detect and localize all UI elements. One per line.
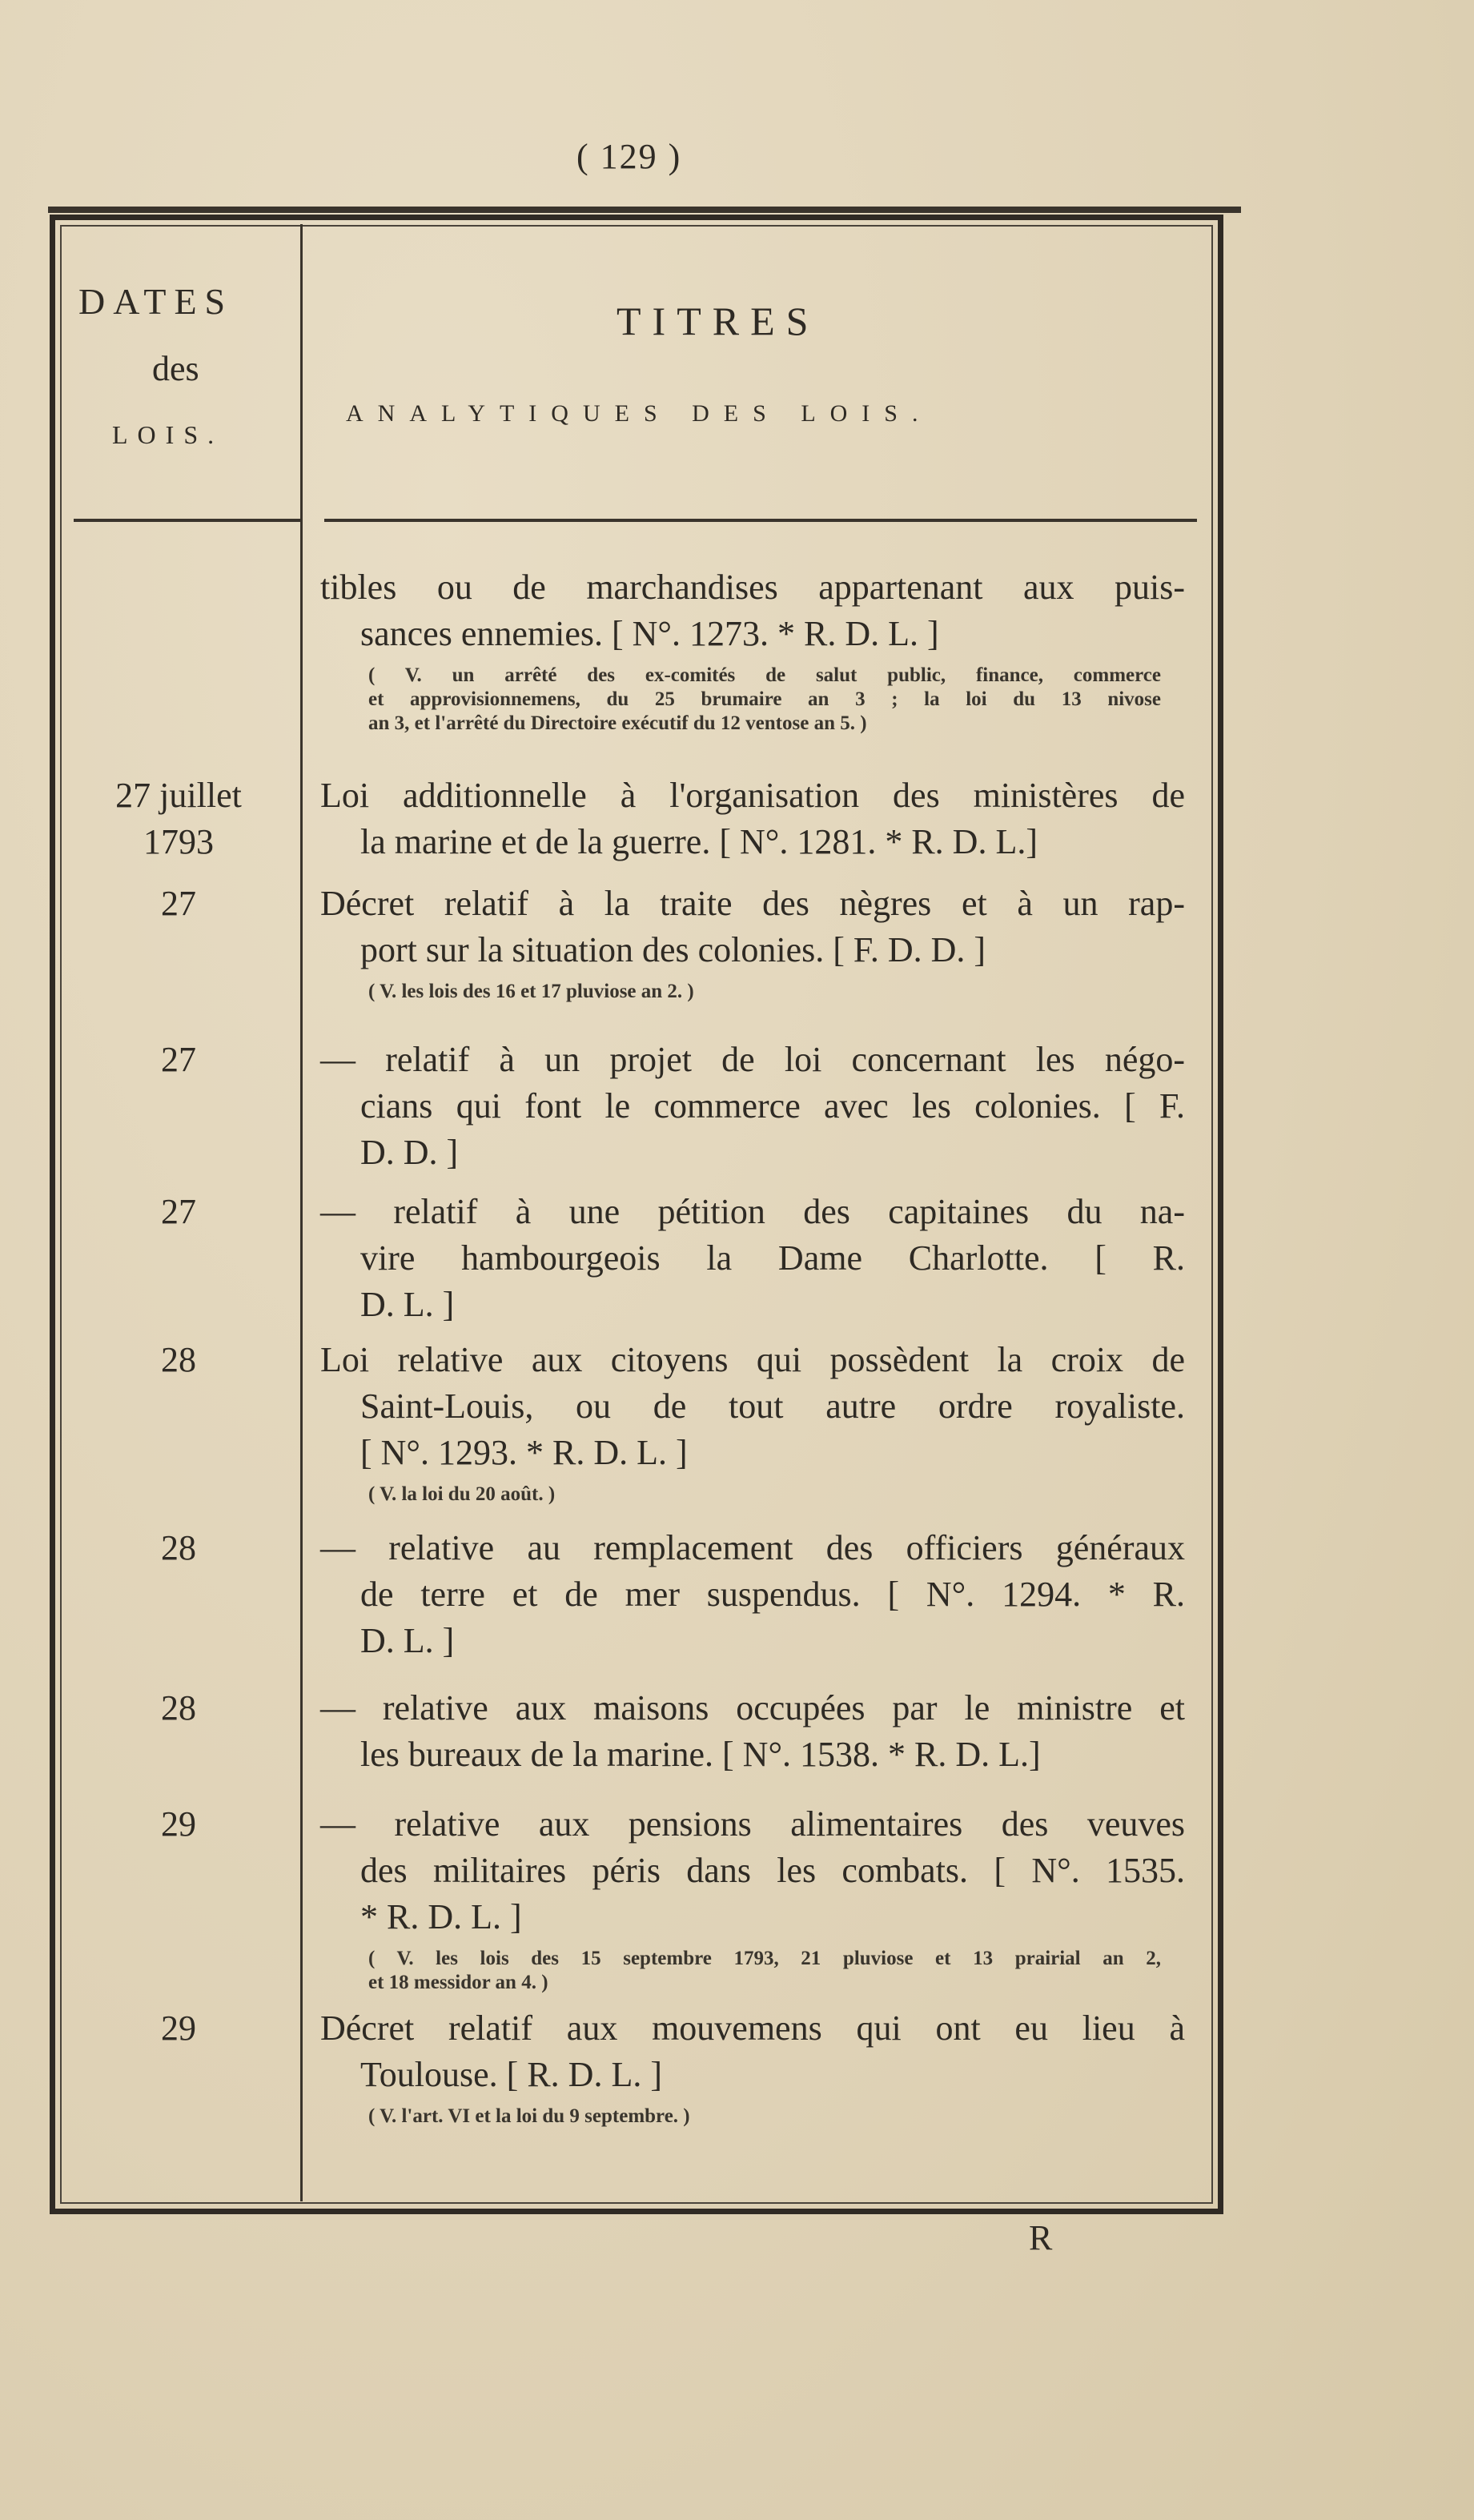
title-line: — relative au remplacement des officiers généraux	[320, 1528, 1185, 1567]
title-line: cians qui font le commerce avec les colonies. [ F.	[360, 1086, 1185, 1126]
reference-note: ( V. les lois des 16 et 17 pluviose an 2. )	[368, 981, 694, 1002]
title-line: — relatif à une pétition des capitaines du na-	[320, 1192, 1185, 1231]
title-line: la marine et de la guerre. [ N°. 1281. * R. D. L.]	[360, 822, 1038, 861]
date-text: 29	[161, 1804, 196, 1844]
title-line: Toulouse. [ R. D. L. ]	[360, 2055, 662, 2094]
title-line: de terre et de mer suspendus. [ N°. 1294. * R.	[360, 1575, 1185, 1614]
date-text: 27	[161, 884, 196, 923]
title-line: des militaires péris dans les combats. [ N°. 1535.	[360, 1851, 1185, 1890]
title-line: D. D. ]	[360, 1133, 459, 1172]
title-line: tibles ou de marchandises appartenant aux puis-	[320, 568, 1185, 607]
title-line: * R. D. L. ]	[360, 1897, 522, 1936]
entry-date	[62, 1525, 295, 1571]
title-line: Saint-Louis, ou de tout autre ordre royaliste.	[360, 1386, 1185, 1426]
entry-title	[320, 1525, 1185, 1664]
reference-note: et 18 messidor an 4. )	[368, 1972, 548, 1993]
entry-date	[62, 881, 295, 927]
date-year: 1793	[143, 822, 214, 861]
title-line: port sur la situation des colonies. [ F. D. D. ]	[360, 930, 986, 969]
title-line: D. L. ]	[360, 1621, 455, 1660]
entry-title	[320, 1801, 1185, 1995]
entry-date	[62, 772, 295, 865]
header-lois: LOIS.	[112, 420, 224, 449]
reference-note: ( V. l'art. VI et la loi du 9 septembre. )	[368, 2105, 690, 2127]
date-text: 27 juillet	[115, 776, 242, 815]
page-number: ( 129 )	[576, 137, 682, 176]
title-line: [ N°. 1293. * R. D. L. ]	[360, 1433, 688, 1472]
date-text: 27	[161, 1040, 196, 1079]
entry-date	[62, 1685, 295, 1731]
entry-date	[62, 1037, 295, 1083]
date-text: 28	[161, 1340, 196, 1379]
header-des: des	[152, 349, 199, 388]
entry-title	[320, 1189, 1185, 1328]
title-line: Décret relatif aux mouvemens qui ont eu lieu à	[320, 2008, 1185, 2048]
entry-date	[62, 1801, 295, 1848]
title-line: Loi relative aux citoyens qui possèdent la croix de	[320, 1340, 1185, 1379]
entry-date	[62, 1337, 295, 1383]
title-line: — relative aux maisons occupées par le ministre et	[320, 1688, 1185, 1727]
date-text: 28	[161, 1688, 196, 1727]
title-line: — relative aux pensions alimentaires des veuves	[320, 1804, 1185, 1844]
title-line: vire hambourgeois la Dame Charlotte. [ R.	[360, 1238, 1185, 1278]
header-titres: TITRES	[617, 299, 820, 343]
date-text: 29	[161, 2008, 196, 2048]
date-text: 27	[161, 1192, 196, 1231]
entry-date	[62, 2005, 295, 2052]
title-line: — relatif à un projet de loi concernant les négo-	[320, 1040, 1185, 1079]
catchword: R	[1029, 2218, 1053, 2257]
header-analytiques: ANALYTIQUES DES LOIS.	[346, 400, 933, 427]
entry-title	[320, 1037, 1185, 1176]
reference-note: ( V. un arrêté des ex-comités de salut public, finance, commerce	[368, 664, 1161, 686]
title-line: Décret relatif à la traite des nègres et à un rap-	[320, 884, 1185, 923]
entry-title	[320, 2005, 1185, 2129]
entry-title	[320, 772, 1185, 865]
entry-title	[320, 1337, 1185, 1507]
title-line: Loi additionnelle à l'organisation des ministères de	[320, 776, 1185, 815]
entry-title	[320, 881, 1185, 1004]
top-rule	[48, 207, 1241, 213]
entry-date	[62, 1189, 295, 1235]
header-rule-left	[74, 519, 300, 522]
title-line: les bureaux de la marine. [ N°. 1538. * R. D. L.]	[360, 1735, 1041, 1774]
date-text: 28	[161, 1528, 196, 1567]
column-divider	[300, 224, 303, 2201]
entry-title	[320, 564, 1185, 736]
header-dates: DATES	[78, 281, 234, 322]
title-line: sances ennemies. [ N°. 1273. * R. D. L. ]	[360, 614, 939, 653]
title-line: D. L. ]	[360, 1285, 455, 1324]
reference-note: et approvisionnemens, du 25 brumaire an 3 ; la loi du 13 nivose	[368, 688, 1161, 710]
reference-note: ( V. les lois des 15 septembre 1793, 21 pluviose et 13 prairial an 2,	[368, 1948, 1161, 1969]
entry-title	[320, 1685, 1185, 1778]
reference-note: an 3, et l'arrêté du Directoire exécutif du 12 ventose an 5. )	[368, 712, 867, 734]
reference-note: ( V. la loi du 20 août. )	[368, 1483, 556, 1505]
header-rule-right	[324, 519, 1197, 522]
